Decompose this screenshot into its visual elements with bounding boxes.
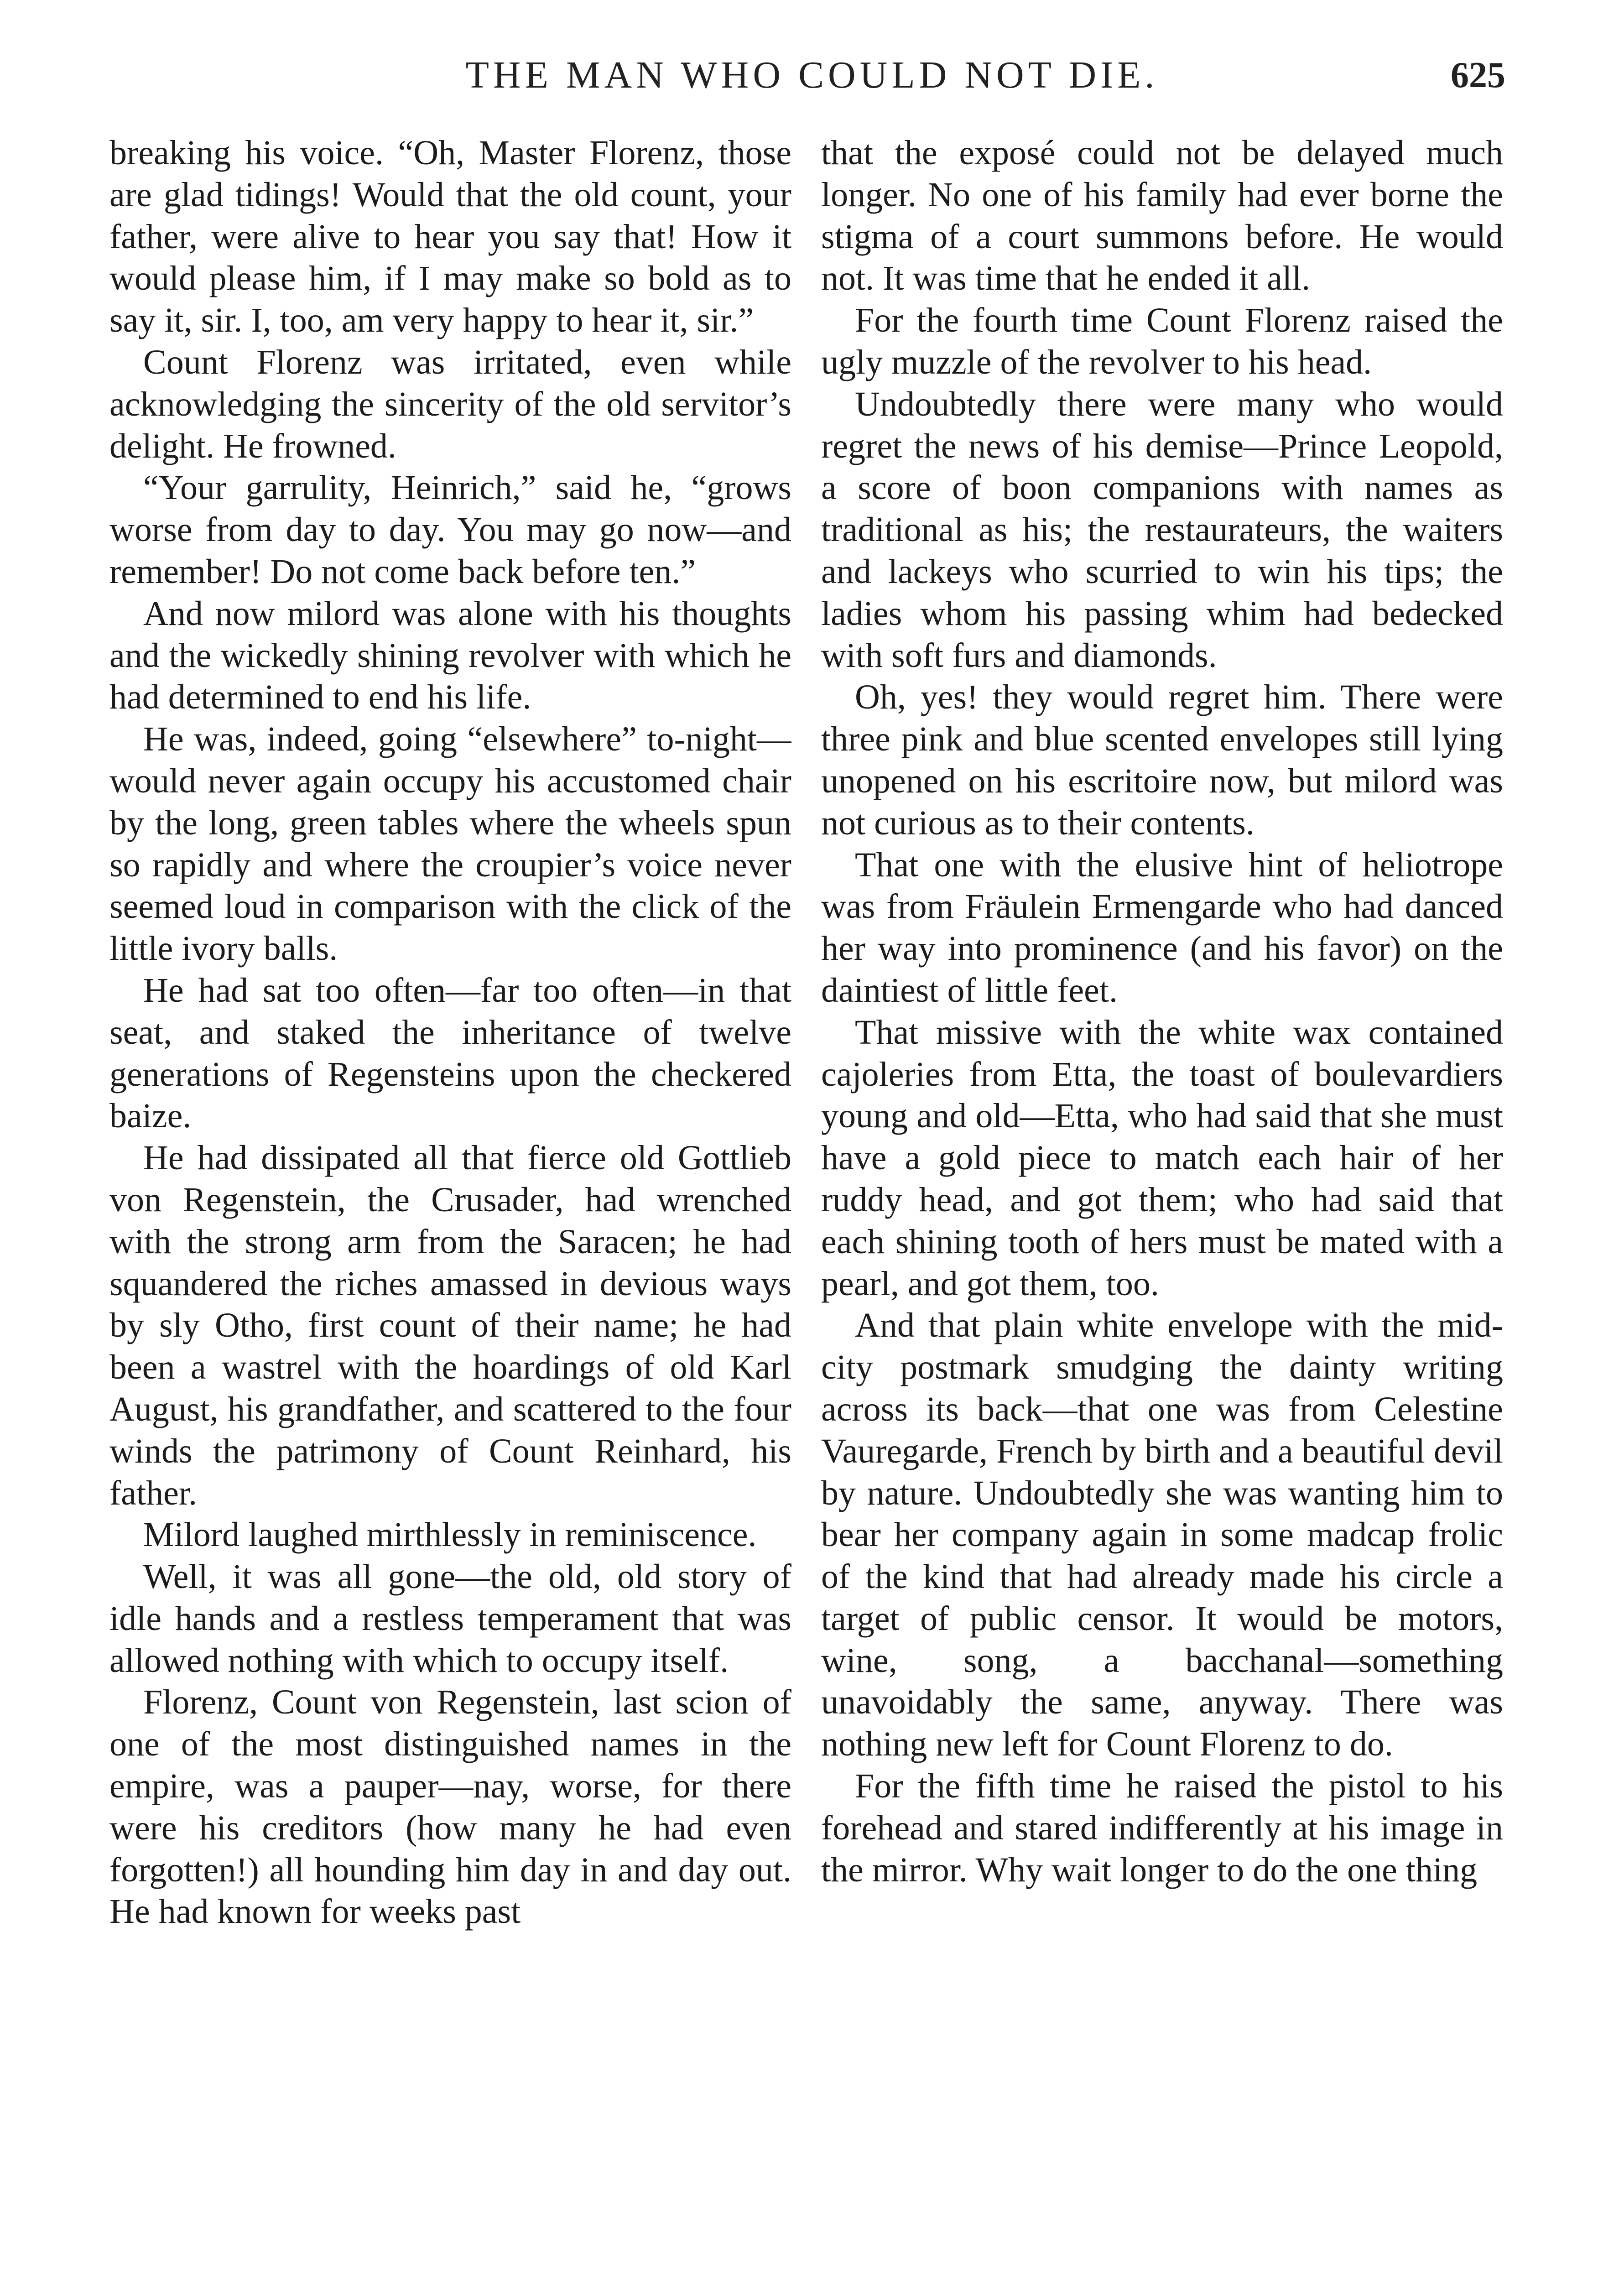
paragraph: And that plain white envelope with the mid-city postmark smudging the dainty writing across its back—that one was from Celestine Vauregarde, French by birth and a beautiful devil by nature. Undoubtedly she was wanting him to bear her company again in some madcap frolic of the kind that had already made his circle a target of public censor. It would be motors, wine, song, a bacchanal—something unavoidably the same, anyway. There was nothing new left for Count Florenz to do. — [821, 1306, 1503, 1764]
paragraph: breaking his voice. “Oh, Master Florenz, those are glad tidings! Would that the old count, your father, were alive to hear you say that! How it would please him, if I may make so bold as to say it, sir. I, too, am very happy to hear it, sir.” — [109, 134, 791, 340]
paragraph: Undoubtedly there were many who would regret the news of his demise—Prince Leopold, a score of boon companions with names as traditional as his; the restaurateurs, the waiters and lackeys who scurried to win his tips; the ladies whom his passing whim had bedecked with soft furs and diamonds. — [821, 385, 1503, 675]
paragraph: And now milord was alone with his thoughts and the wickedly shining revolver with which he had determined to end his life. — [109, 594, 791, 717]
page-number: 625 — [1451, 55, 1505, 95]
paragraph: He was, indeed, going “elsewhere” to-night—would never again occupy his accustomed chair by the long, green tables where the wheels spun so rapidly and where the croupier’s voice never seemed loud in comparison with the click of the little ivory balls. — [109, 720, 791, 968]
running-title: THE MAN WHO COULD NOT DIE. — [465, 54, 1159, 96]
paragraph: Florenz, Count von Regenstein, last scion of one of the most distinguished names in the empire, was a pauper—nay, worse, for there were his creditors (how many he had even forgotten!) all hounding him day in and day out. He had known for weeks past — [109, 1683, 791, 1931]
paragraph: Oh, yes! they would regret him. There were three pink and blue scented envelopes still lying unopened on his escritoire now, but milord was not curious as to their contents. — [821, 678, 1503, 842]
paragraph: “Your garrulity, Heinrich,” said he, “grows worse from day to day. You may go now—and remember! Do not come back before ten.” — [109, 469, 791, 591]
paragraph: that the exposé could not be delayed much longer. No one of his family had ever borne the stigma of a court summons before. He would not. It was time that he ended it all. — [821, 134, 1503, 298]
left-column — [109, 132, 791, 2281]
right-column — [821, 132, 1503, 2281]
paragraph: That one with the elusive hint of heliotrope was from Fräulein Ermengarde who had danced her way into prominence (and his favor) on the daintiest of little feet. — [821, 845, 1503, 1010]
paragraph: Milord laughed mirthlessly in reminiscence. — [143, 1515, 757, 1554]
paragraph: Well, it was all gone—the old, old story of idle hands and a restless temperament that was allowed nothing with which to occupy itself. — [109, 1557, 791, 1680]
paragraph: For the fifth time he raised the pistol to his forehead and stared indifferently at his image in the mirror. Why wait longer to do the one thing — [821, 1767, 1503, 1889]
running-head — [109, 46, 1515, 105]
paragraph: He had dissipated all that fierce old Gottlieb von Regenstein, the Crusader, had wrenched with the strong arm from the Saracen; he had squandered the riches amassed in devious ways by sly Otho, first count of their name; he had been a wastrel with the hoardings of old Karl August, his grandfather, and scattered to the four winds the patrimony of Count Reinhard, his father. — [109, 1139, 791, 1512]
paragraph: He had sat too often—far too often—in that seat, and staked the inheritance of twelve generations of Regensteins upon the checkered baize. — [109, 971, 791, 1135]
paragraph: Count Florenz was irritated, even while acknowledging the sincerity of the old servitor’s delight. He frowned. — [109, 343, 791, 465]
paragraph: That missive with the white wax contained cajoleries from Etta, the toast of boulevardiers young and old—Etta, who had said that she must have a gold piece to match each hair of her ruddy head, and got them; who had said that each shining tooth of hers must be mated with a pearl, and got them, too. — [821, 1013, 1503, 1303]
paragraph: For the fourth time Count Florenz raised the ugly muzzle of the revolver to his head. — [821, 301, 1503, 381]
